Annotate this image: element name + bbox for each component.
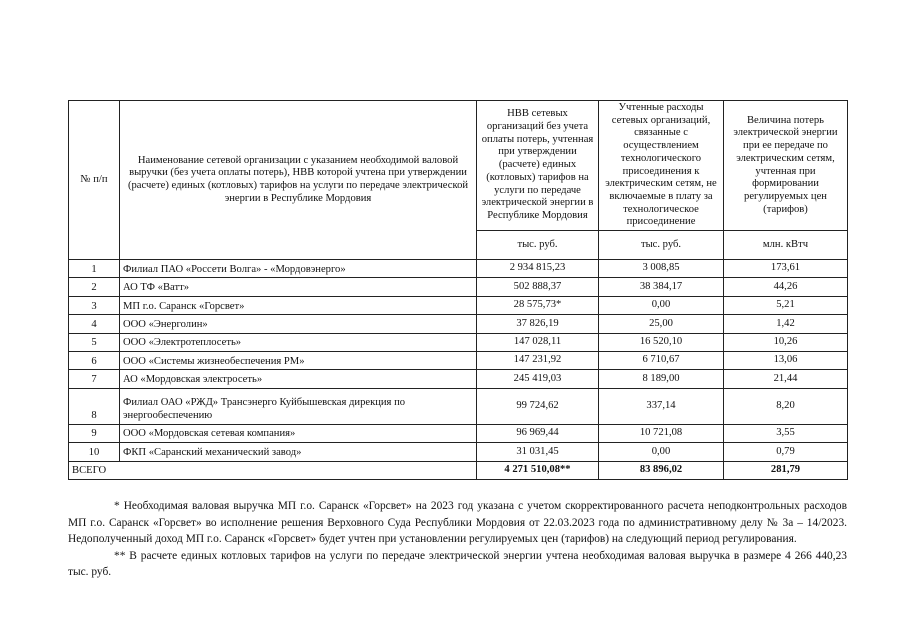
row-num: 1 [69,260,120,278]
row-name: ООО «Энерголин» [120,315,477,333]
row-num: 10 [69,443,120,461]
row-nvv: 28 575,73* [477,296,599,314]
row-num: 2 [69,278,120,296]
row-nvv: 2 934 815,23 [477,260,599,278]
row-num: 4 [69,315,120,333]
row-nvv: 245 419,03 [477,370,599,388]
row-losses: 10,26 [724,333,848,351]
footnotes [68,498,847,581]
table-row [69,388,848,424]
footnote-1: * Необходимая валовая выручка МП г.о. Саранск «Горсвет» на 2023 год указана с учетом скорректированного расчета неподконтрольных расходов МП г.о. Саранск «Горсвет» во исполнение решения Верховного Суда Республики Мордовия от 22.03.2023 года по административному делу № 3а – 14/2023. Недополученный доход МП г.о. Саранск «Горсвет» будет учтен при установлении регулируемых цен (тарифов) на следующий период регулирования. [68,500,847,545]
row-expenses: 6 710,67 [599,351,724,369]
row-name: МП г.о. Саранск «Горсвет» [120,296,477,314]
row-expenses: 0,00 [599,296,724,314]
row-name: Филиал ПАО «Россети Волга» - «Мордовэнерго» [120,260,477,278]
total-nvv: 4 271 510,08** [477,461,599,479]
row-losses: 21,44 [724,370,848,388]
row-losses: 0,79 [724,443,848,461]
row-num: 5 [69,333,120,351]
footnote-2: ** В расчете единых котловых тарифов на услуги по передаче электрической энергии учтена необходимая валовая выручка в размере 4 266 440,23 тыс. руб. [68,549,847,578]
row-nvv: 31 031,45 [477,443,599,461]
row-name: АО ТФ «Ватт» [120,278,477,296]
table-row [69,443,848,461]
row-name: АО «Мордовская электросеть» [120,370,477,388]
row-nvv: 147 231,92 [477,351,599,369]
row-expenses: 3 008,85 [599,260,724,278]
total-label: ВСЕГО [69,461,477,479]
table-row [69,315,848,333]
row-name: ООО «Мордовская сетевая компания» [120,424,477,442]
row-losses: 1,42 [724,315,848,333]
total-losses: 281,79 [724,461,848,479]
row-expenses: 25,00 [599,315,724,333]
row-expenses: 10 721,08 [599,424,724,442]
table-row [69,370,848,388]
row-nvv: 99 724,62 [477,388,599,424]
table-row [69,351,848,369]
row-name: Филиал ОАО «РЖД» Трансэнерго Куйбышевская дирекция по энергообеспечению [120,388,477,424]
row-num: 3 [69,296,120,314]
row-expenses: 38 384,17 [599,278,724,296]
header-expenses: Учтенные расходы сетевых организаций, связанные с осуществлением технологического присоединения к электрическим сетям, не включаемые в плату за технологическое присоединение [599,101,724,231]
header-num: № п/п [69,101,120,260]
unit-expenses: тыс. руб. [599,231,724,260]
row-nvv: 502 888,37 [477,278,599,296]
unit-nvv: тыс. руб. [477,231,599,260]
row-nvv: 147 028,11 [477,333,599,351]
row-nvv: 96 969,44 [477,424,599,442]
unit-losses: млн. кВтч [724,231,848,260]
total-row [69,461,848,479]
header-nvv: НВВ сетевых организаций без учета оплаты потерь, учтенная при утверждении (расчете) единых (котловых) тарифов на услуги по передаче электрической энергии в Республике Мордовия [477,101,599,231]
row-expenses: 0,00 [599,443,724,461]
total-expenses: 83 896,02 [599,461,724,479]
row-expenses: 16 520,10 [599,333,724,351]
row-name: ООО «Электротеплосеть» [120,333,477,351]
row-num: 8 [69,388,120,424]
row-num: 6 [69,351,120,369]
row-losses: 8,20 [724,388,848,424]
row-losses: 5,21 [724,296,848,314]
header-row [69,101,848,231]
row-losses: 3,55 [724,424,848,442]
row-expenses: 337,14 [599,388,724,424]
row-num: 7 [69,370,120,388]
tariffs-table [68,100,848,480]
table-row [69,278,848,296]
row-name: ООО «Системы жизнеобеспечения РМ» [120,351,477,369]
header-losses: Величина потерь электрической энергии при ее передаче по электрическим сетям, учтенная при формировании регулируемых цен (тарифов) [724,101,848,231]
row-expenses: 8 189,00 [599,370,724,388]
table-row [69,424,848,442]
row-num: 9 [69,424,120,442]
row-nvv: 37 826,19 [477,315,599,333]
table-row [69,333,848,351]
row-name: ФКП «Саранский механический завод» [120,443,477,461]
table-row [69,296,848,314]
table-row [69,260,848,278]
row-losses: 44,26 [724,278,848,296]
row-losses: 13,06 [724,351,848,369]
header-name: Наименование сетевой организации с указанием необходимой валовой выручки (без учета оплаты потерь), НВВ которой учтена при утверждении (расчете) единых (котловых) тарифов на услуги по передаче электрической энергии в Республике Мордовия [120,101,477,260]
row-losses: 173,61 [724,260,848,278]
